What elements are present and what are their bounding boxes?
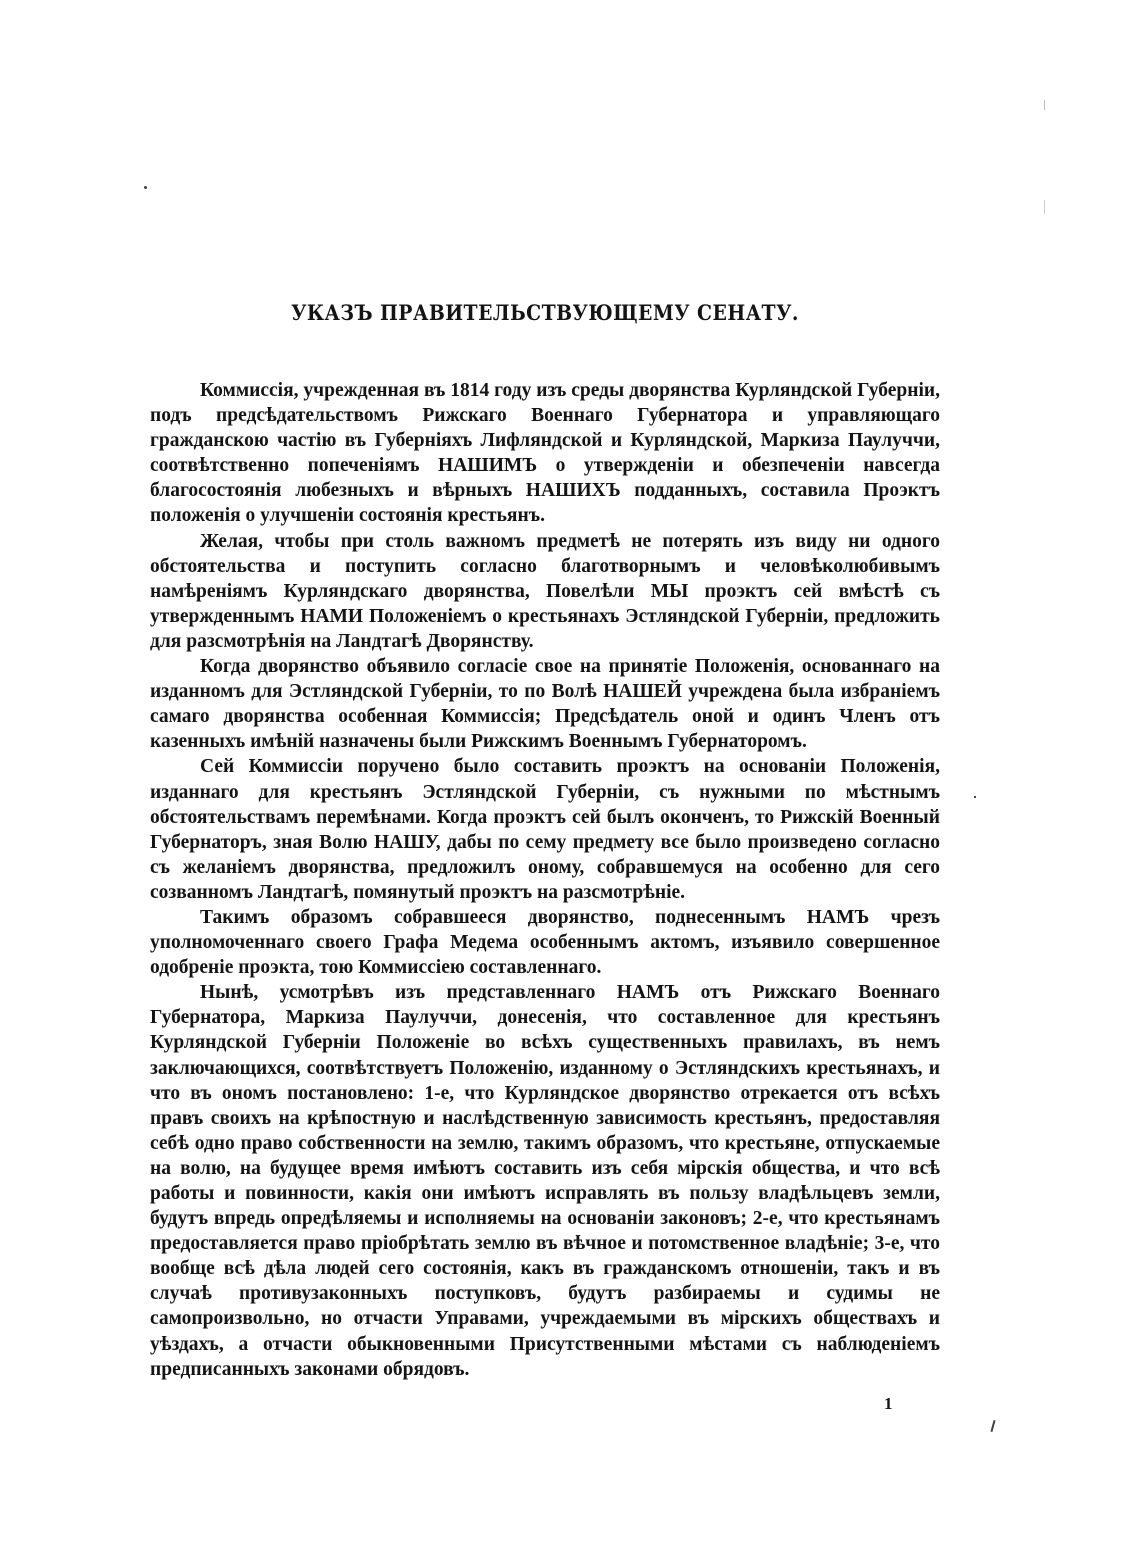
paragraph: Такимъ образомъ собравшееся дворянство, поднесеннымъ НАМЪ чрезъ уполномоченнаго своего Графа Медема особеннымъ актомъ, изъявило совершенное одобреніе проэкта, тою Коммиссіею составленнаго. — [150, 906, 940, 979]
paragraph: Когда дворянство объявило согласіе свое на принятіе Положенія, основаннаго на изданномъ для Эстляндской Губерніи, то по Волѣ НАШЕЙ учреждена была избраніемъ самаго дворянства особенная Коммиссія; Предсѣдатель оной и одинъ Членъ отъ казенныхъ имѣній назначены были Рижскимъ Военнымъ Губернаторомъ. — [150, 656, 940, 753]
paragraph: Желая, чтобы при столь важномъ предметѣ не потерять изъ виду ни одного обстоятельства и поступить согласно благотворнымъ и человѣколюбивымъ намѣреніямъ Курляндскаго дворянства, Повелѣли МЫ проэктъ сей вмѣстѣ съ утвержденнымъ НАМИ Положеніемъ о крестьянахъ Эстляндской Губерніи, предложить для разсмотрѣнія на Ландтагѣ Дворянству. — [150, 530, 940, 652]
scan-speck — [144, 186, 147, 189]
scan-speck — [1044, 100, 1045, 110]
scan-speck — [990, 1420, 995, 1432]
scan-speck — [974, 796, 976, 798]
paragraph: Коммиссія, учрежденная въ 1814 году изъ среды дворянства Курляндской Губерніи, подъ предсѣдательствомъ Рижскаго Военнаго Губернатора и управляющаго гражданскою частію въ Губерніяхъ Лифляндской и Курляндской, Маркиза Паулуччи, соотвѣтственно попеченіямъ НАШИМЪ о утвержденіи и обезпеченіи навсегда благосостоянія любезныхъ и вѣрныхъ НАШИХЪ подданныхъ, составила Проэктъ положенія о улучшеніи состоянія крестьянъ. — [150, 380, 940, 527]
paragraph: Нынѣ, усмотрѣвъ изъ представленнаго НАМЪ отъ Рижскаго Военнаго Губернатора, Маркиза Паулуччи, донесенія, что составленное для крестьянъ Курляндской Губерніи Положеніе во всѣхъ существенныхъ правилахъ, въ немъ заключающихся, соотвѣтствуетъ Положенію, изданному о Эстляндскихъ крестьянахъ, и что въ ономъ постановлено: 1-е, что Курляндское дворянство отрекается отъ всѣхъ правъ своихъ на крѣпостную и наслѣдственную зависимость крестьянъ, предоставляя себѣ одно право собственности на землю, такимъ образомъ, что крестьяне, отпускаемые на волю, на будущее время имѣютъ составить изъ себя мірскія общества, и что всѣ работы и повинности, какія они имѣютъ исправлять въ пользу владѣльцевъ земли, будутъ впредь опредѣляемы и исполняемы на основаніи законовъ; 2-е, что крестьянамъ предоставляется право пріобрѣтать землю въ вѣчное и потомственное владѣніе; 3-е, что вообще всѣ дѣла людей сего состоянія, какъ въ гражданскомъ отношеніи, такъ и въ случаѣ противузаконныхъ поступковъ, будутъ разбираемы и судимы не самопроизвольно, но отчасти Управами, учреждаемыми въ мірскихъ обществахъ и уѣздахъ, а отчасти обыкновенными Присутственными мѣстами съ наблюденіемъ предписанныхъ законами обрядовъ. — [150, 982, 940, 1380]
scan-speck — [1044, 200, 1045, 214]
paragraph: Сей Коммиссіи поручено было составить проэктъ на основаніи Положенія, изданнаго для крестьянъ Эстляндской Губерніи, съ нужными по мѣстнымъ обстоятельствамъ перемѣнами. Когда проэктъ сей былъ оконченъ, то Рижскій Военный Губернаторъ, зная Волю НАШУ, дабы по сему предмету все было произведено согласно съ желаніемъ дворянства, предложилъ оному, собравшемуся на особенно для сего созванномъ Ландтагѣ, помянутый проэктъ на разсмотрѣніе. — [150, 756, 940, 903]
page-number: 1 — [884, 1394, 893, 1413]
document-title: УКАЗЪ ПРАВИТЕЛЬСТВУЮЩЕМУ СЕНАТУ. — [291, 300, 799, 325]
document-body — [150, 378, 940, 1382]
